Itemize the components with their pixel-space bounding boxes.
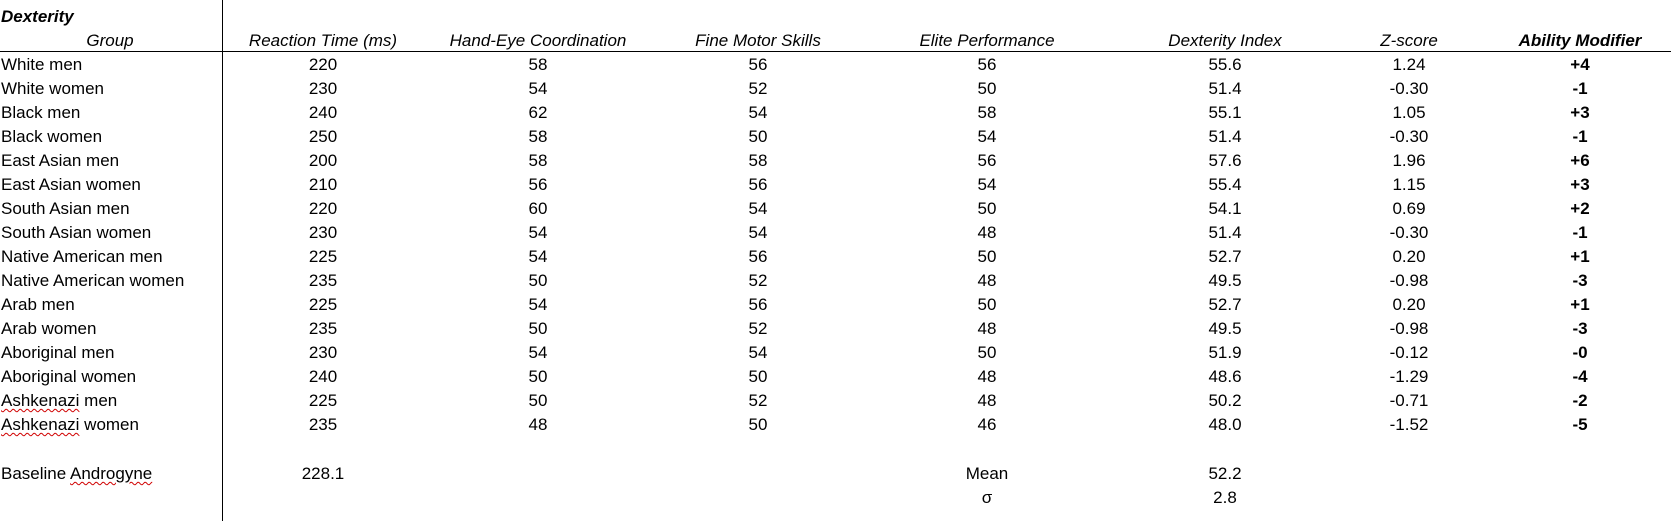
cell-elite: 58	[977, 103, 997, 122]
cell-reaction-time: 225	[308, 391, 338, 410]
header-fine-motor: Fine Motor Skills	[695, 31, 821, 50]
cell-modifier: -1	[1572, 127, 1588, 146]
cell-reaction-time: 220	[308, 55, 338, 74]
cell-elite: 50	[977, 343, 997, 362]
cell-group: Black men	[1, 103, 81, 122]
cell-group: South Asian men	[1, 199, 130, 218]
cell-elite: 56	[977, 55, 997, 74]
cell-modifier: +1	[1570, 247, 1590, 266]
cell-hand-eye: 58	[528, 127, 548, 146]
cell-hand-eye: 54	[528, 79, 548, 98]
cell-modifier: +3	[1570, 175, 1590, 194]
cell-reaction-time: 240	[308, 103, 338, 122]
cell-zscore: -0.30	[1389, 223, 1429, 242]
sigma-label: σ	[981, 488, 993, 507]
cell-dex-index: 51.4	[1208, 127, 1242, 146]
cell-zscore: 1.96	[1392, 151, 1426, 170]
cell-reaction-time: 210	[308, 175, 338, 194]
cell-zscore: 0.69	[1392, 199, 1426, 218]
cell-group: Arab women	[1, 319, 97, 338]
cell-modifier: -0	[1572, 343, 1588, 362]
header-zscore: Z-score	[1380, 31, 1438, 50]
cell-hand-eye: 50	[528, 319, 548, 338]
cell-zscore: -1.52	[1389, 415, 1429, 434]
cell-dex-index: 51.4	[1208, 223, 1242, 242]
cell-fine-motor: 56	[748, 175, 768, 194]
cell-elite: 46	[977, 415, 997, 434]
cell-fine-motor: 52	[748, 79, 768, 98]
cell-modifier: +3	[1570, 103, 1590, 122]
cell-dex-index: 51.9	[1208, 343, 1242, 362]
cell-hand-eye: 50	[528, 271, 548, 290]
cell-group: Arab men	[1, 295, 75, 314]
cell-zscore: -0.30	[1389, 127, 1429, 146]
cell-zscore: 1.15	[1392, 175, 1426, 194]
cell-group: Ashkenazi women	[1, 415, 139, 434]
cell-reaction-time: 235	[308, 415, 338, 434]
cell-modifier: -1	[1572, 223, 1588, 242]
cell-modifier: +1	[1570, 295, 1590, 314]
cell-fine-motor: 50	[748, 415, 768, 434]
cell-zscore: 0.20	[1392, 247, 1426, 266]
cell-zscore: 1.05	[1392, 103, 1426, 122]
cell-fine-motor: 56	[748, 295, 768, 314]
cell-fine-motor: 54	[748, 103, 768, 122]
cell-elite: 50	[977, 79, 997, 98]
cell-fine-motor: 54	[748, 343, 768, 362]
cell-elite: 54	[977, 175, 997, 194]
mean-label: Mean	[965, 464, 1009, 483]
cell-group: South Asian women	[1, 223, 152, 242]
cell-elite: 48	[977, 223, 997, 242]
cell-hand-eye: 56	[528, 175, 548, 194]
cell-fine-motor: 52	[748, 319, 768, 338]
mean-value: 52.2	[1208, 464, 1242, 483]
cell-hand-eye: 60	[528, 199, 548, 218]
cell-dex-index: 55.4	[1208, 175, 1242, 194]
cell-group: Ashkenazi men	[1, 391, 118, 410]
cell-elite: 50	[977, 295, 997, 314]
cell-fine-motor: 50	[748, 127, 768, 146]
cell-group: East Asian women	[1, 175, 141, 194]
cell-elite: 48	[977, 367, 997, 386]
cell-reaction-time: 225	[308, 295, 338, 314]
cell-group: White men	[1, 55, 83, 74]
cell-hand-eye: 54	[528, 247, 548, 266]
header-group: Group	[86, 31, 134, 50]
cell-zscore: -0.71	[1389, 391, 1429, 410]
cell-fine-motor: 56	[748, 247, 768, 266]
cell-zscore: -1.29	[1389, 367, 1429, 386]
cell-fine-motor: 54	[748, 199, 768, 218]
cell-dex-index: 49.5	[1208, 319, 1242, 338]
cell-group: Aboriginal men	[1, 343, 115, 362]
cell-modifier: -5	[1572, 415, 1588, 434]
cell-hand-eye: 62	[528, 103, 548, 122]
cell-dex-index: 54.1	[1208, 199, 1242, 218]
cell-elite: 50	[977, 199, 997, 218]
baseline-label: Baseline Androgyne	[1, 464, 153, 483]
cell-dex-index: 52.7	[1208, 247, 1242, 266]
cell-fine-motor: 54	[748, 223, 768, 242]
cell-dex-index: 50.2	[1208, 391, 1242, 410]
cell-group: Native American men	[1, 247, 163, 266]
cell-hand-eye: 58	[528, 151, 548, 170]
cell-fine-motor: 52	[748, 271, 768, 290]
cell-modifier: -2	[1572, 391, 1588, 410]
cell-reaction-time: 240	[308, 367, 338, 386]
cell-reaction-time: 250	[308, 127, 338, 146]
header-dex-index: Dexterity Index	[1168, 31, 1282, 50]
cell-reaction-time: 220	[308, 199, 338, 218]
cell-hand-eye: 50	[528, 391, 548, 410]
cell-elite: 56	[977, 151, 997, 170]
cell-fine-motor: 58	[748, 151, 768, 170]
cell-elite: 48	[977, 271, 997, 290]
cell-hand-eye: 48	[528, 415, 548, 434]
cell-elite: 48	[977, 319, 997, 338]
cell-dex-index: 52.7	[1208, 295, 1242, 314]
cell-fine-motor: 50	[748, 367, 768, 386]
cell-dex-index: 55.1	[1208, 103, 1242, 122]
cell-hand-eye: 54	[528, 343, 548, 362]
sigma-value: 2.8	[1213, 488, 1237, 507]
cell-group: Aboriginal women	[1, 367, 137, 386]
cell-fine-motor: 52	[748, 391, 768, 410]
sheet-title: Dexterity	[1, 7, 74, 26]
cell-modifier: +4	[1570, 55, 1590, 74]
cell-group: East Asian men	[1, 151, 120, 170]
cell-group: Black women	[1, 127, 103, 146]
cell-reaction-time: 225	[308, 247, 338, 266]
cell-modifier: -3	[1572, 319, 1588, 338]
cell-dex-index: 48.0	[1208, 415, 1242, 434]
cell-elite: 50	[977, 247, 997, 266]
header-elite: Elite Performance	[919, 31, 1055, 50]
cell-hand-eye: 54	[528, 223, 548, 242]
cell-reaction-time: 235	[308, 271, 338, 290]
header-hand-eye: Hand-Eye Coordination	[449, 31, 627, 50]
cell-dex-index: 57.6	[1208, 151, 1242, 170]
cell-zscore: -0.98	[1389, 319, 1429, 338]
header-reaction-time: Reaction Time (ms)	[248, 31, 398, 50]
cell-dex-index: 48.6	[1208, 367, 1242, 386]
cell-zscore: -0.12	[1389, 343, 1429, 362]
cell-zscore: -0.30	[1389, 79, 1429, 98]
cell-reaction-time: 230	[308, 223, 338, 242]
cell-zscore: 1.24	[1392, 55, 1426, 74]
header-modifier: Ability Modifier	[1518, 31, 1642, 50]
cell-modifier: -3	[1572, 271, 1588, 290]
cell-fine-motor: 56	[748, 55, 768, 74]
cell-reaction-time: 235	[308, 319, 338, 338]
cell-dex-index: 49.5	[1208, 271, 1242, 290]
cell-elite: 48	[977, 391, 997, 410]
cell-group: Native American women	[1, 271, 185, 290]
cell-reaction-time: 230	[308, 79, 338, 98]
cell-modifier: -4	[1572, 367, 1588, 386]
cell-hand-eye: 58	[528, 55, 548, 74]
cell-reaction-time: 230	[308, 343, 338, 362]
cell-hand-eye: 50	[528, 367, 548, 386]
cell-hand-eye: 54	[528, 295, 548, 314]
cell-reaction-time: 200	[308, 151, 338, 170]
cell-group: White women	[1, 79, 104, 98]
cell-zscore: -0.98	[1389, 271, 1429, 290]
cell-dex-index: 51.4	[1208, 79, 1242, 98]
cell-zscore: 0.20	[1392, 295, 1426, 314]
cell-modifier: +2	[1570, 199, 1590, 218]
cell-dex-index: 55.6	[1208, 55, 1242, 74]
cell-elite: 54	[977, 127, 997, 146]
cell-modifier: -1	[1572, 79, 1588, 98]
cell-modifier: +6	[1570, 151, 1590, 170]
baseline-reaction-time: 228.1	[301, 464, 345, 483]
